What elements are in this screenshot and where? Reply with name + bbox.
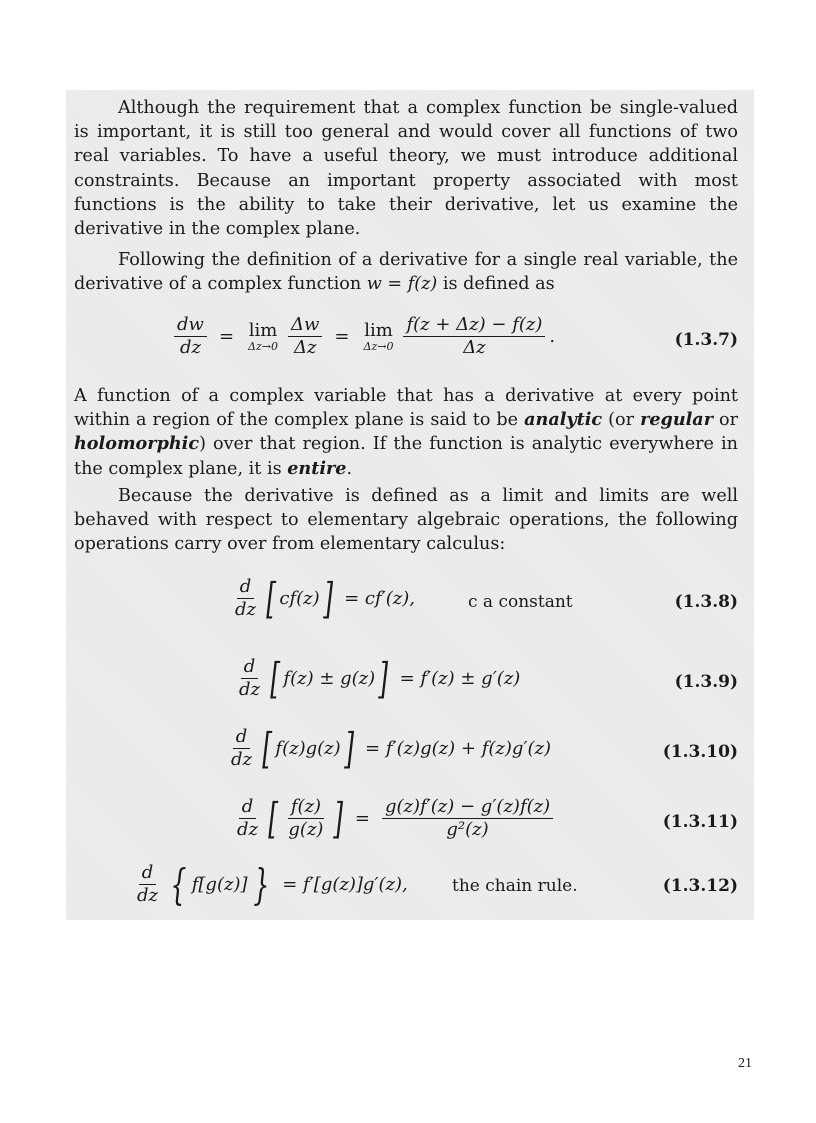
frac-denominator: dz [231, 749, 253, 770]
equation-1-3-11 [74, 792, 738, 856]
term-entire: entire [287, 457, 347, 479]
bracket-content: cf(z) [279, 588, 320, 609]
equation-number: (1.3.9) [674, 672, 738, 692]
lim-subscript: Δz→0 [363, 339, 394, 353]
left-bracket: [ [268, 793, 279, 843]
equation-1-3-10-body [224, 723, 552, 773]
paragraph-operations: Because the derivative is defined as a limit and limits are well behaved with respect to elementary algebraic operations, the following operations carry over from elementary calculus: [74, 486, 738, 555]
analytic-text: A function of a complex variable that has a derivative at every point within a region of the complex plane is said to be [74, 386, 738, 431]
frac-denominator: dz [237, 819, 259, 840]
paragraph-single-valued: Although the requirement that a complex function be single-valued is important, it is still too general and would cover all functions of two real variables. To have a useful theory, we must introduce additional constraints. Because an important property associated with most functions is the ability to take their derivative, let us examine the derivative in the complex plane. [74, 98, 738, 240]
frac-numerator: dw [174, 314, 207, 337]
frac-denominator: Δz [293, 337, 317, 358]
limit-operator [248, 321, 278, 353]
analytic-text: . [346, 458, 353, 479]
frac-denominator: dz [235, 599, 257, 620]
equation-rhs: = f′[g(z)]g′(z), [282, 874, 408, 895]
lim-text: lim [248, 319, 278, 341]
d-dz-operator [228, 726, 255, 771]
bracket-content: f(z)g(z) [275, 738, 341, 759]
equation-1-3-7-body [170, 314, 555, 359]
equation-1-3-7 [74, 312, 738, 370]
term-holomorphic: holomorphic [74, 433, 200, 455]
frac-numerator: Δw [288, 314, 322, 337]
left-bracket: [ [262, 723, 273, 773]
equation-rhs: = cf′(z), [344, 588, 415, 609]
frac-numerator: f(z + Δz) − f(z) [403, 314, 545, 337]
frac-numerator: f(z) [288, 796, 324, 819]
difference-quotient [403, 314, 545, 359]
derivative-definition-text: Following the definition of a derivative for a single real variable, the derivative of a complex function [74, 250, 738, 295]
analytic-text: (or [608, 410, 635, 431]
frac-numerator: d [241, 656, 259, 679]
equation-1-3-10 [74, 722, 738, 786]
analytic-text: or [719, 410, 739, 431]
bracket-content: f(z) ± g(z) [283, 668, 376, 689]
equation-1-3-9 [74, 652, 738, 716]
equation-number: (1.3.7) [674, 330, 738, 350]
quotient-rule-fraction [382, 796, 553, 841]
equation-number: (1.3.11) [662, 812, 738, 832]
d-dz-operator [236, 656, 263, 701]
right-bracket: ] [378, 653, 389, 703]
equation-1-3-12 [74, 858, 738, 922]
equation-1-3-9-body [232, 653, 521, 703]
defined-as-text: is defined as [442, 274, 555, 295]
equation-number: (1.3.8) [674, 592, 738, 612]
period: . [549, 326, 556, 347]
frac-denominator: dz [179, 337, 201, 358]
d-dz-operator [134, 862, 161, 907]
left-bracket: [ [266, 573, 277, 623]
frac-denominator: dz [137, 885, 159, 906]
f-over-g-fraction [285, 796, 326, 841]
frac-numerator: d [237, 576, 255, 599]
lim-subscript: Δz→0 [248, 339, 278, 353]
equals-sign: = [218, 326, 235, 347]
d-dz-operator [232, 576, 259, 621]
equals-sign: = [354, 808, 370, 829]
frac-denominator: dz [239, 679, 261, 700]
frac-numerator: d [239, 796, 257, 819]
equals-sign: = [334, 326, 350, 347]
function-notation: w = f(z) [366, 274, 438, 295]
left-bracket: [ [270, 653, 281, 703]
paragraph-derivative-definition [74, 248, 738, 296]
limit-operator [364, 321, 394, 353]
equation-1-3-8 [74, 572, 738, 636]
brace-content: f[g(z)] [191, 874, 248, 895]
frac-denominator: g²(z) [446, 819, 489, 840]
equation-note: the chain rule. [452, 876, 578, 896]
equation-1-3-11-body [230, 793, 557, 843]
equation-rhs: = f′(z) ± g′(z) [399, 668, 521, 689]
equation-number: (1.3.10) [662, 742, 738, 762]
left-brace: { [170, 859, 187, 909]
frac-denominator: Δz [463, 337, 486, 358]
equation-number: (1.3.12) [662, 876, 738, 896]
equation-rhs: = f′(z)g(z) + f(z)g′(z) [365, 738, 552, 759]
equation-1-3-12-body [130, 859, 408, 909]
paragraph-analytic [74, 384, 738, 481]
equation-1-3-8-body [228, 573, 415, 623]
term-regular: regular [640, 409, 713, 431]
right-bracket: ] [343, 723, 354, 773]
right-bracket: ] [333, 793, 344, 843]
frac-numerator: g(z)f′(z) − g′(z)f(z) [382, 796, 553, 819]
d-dz-operator [234, 796, 261, 841]
delta-fraction [288, 314, 322, 359]
analytic-text: ) over that region. If the function is analytic everywhere in the complex plane, it is [74, 434, 738, 479]
right-brace: } [252, 859, 269, 909]
right-bracket: ] [322, 573, 333, 623]
lim-text: lim [364, 319, 393, 341]
page-number: 21 [738, 1056, 752, 1071]
term-analytic: analytic [524, 409, 603, 431]
equation-note: c a constant [468, 592, 573, 612]
frac-numerator: d [139, 862, 157, 885]
frac-numerator: d [233, 726, 251, 749]
frac-denominator: g(z) [288, 819, 324, 840]
dw-dz-fraction [174, 314, 207, 359]
